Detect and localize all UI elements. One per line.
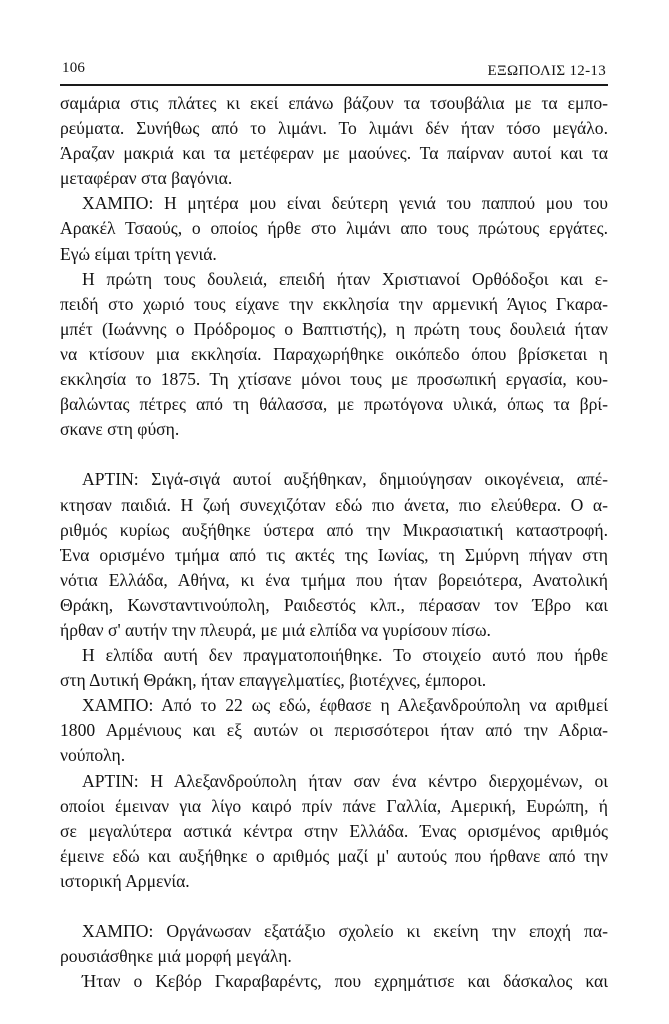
paragraph — [60, 643, 608, 693]
text-line: ΧΑΜΠΟ: Οργάνωσαν εξατάξιο σχολείο κι εκείνη την εποχή πα- — [82, 921, 608, 942]
paragraph — [60, 191, 608, 266]
text-line: ριθμός κυρίως αυξήθηκε ύστερα από την Μικρασιατική καταστροφή. — [60, 519, 608, 540]
header-rule — [60, 84, 608, 86]
body-text — [60, 91, 608, 994]
text-line: βαλώντας πέτρες από τη θάλασσα, με πρωτόγονα υλικά, όπως τα βρί- — [60, 394, 608, 415]
paragraph — [60, 467, 608, 643]
running-title: ΕΞΩΠΟΛΙΣ 12-13 — [487, 63, 606, 79]
text-line: Θράκη, Κωνσταντινούπολη, Ραιδεστός κλπ., πέρασαν τον Έβρο και — [60, 594, 608, 615]
text-line: ρεύματα. Συνήθως από το λιμάνι. Το λιμάνι δέν ήταν τόσο μεγάλο. — [60, 118, 608, 139]
text-line: πειδή στο χωριό τους είχανε την εκκλησία την αρμενική Άγιος Γκαρα- — [60, 293, 608, 314]
text-line: Ένα ορισμένο τμήμα από τις ακτές της Ιωνίας, τη Σμύρνη πήγαν στη — [60, 544, 608, 565]
text-line: ιστορική Αρμενία. — [60, 870, 190, 891]
text-line: οποίοι έμειναν για λίγο καιρό πρίν πάνε Γαλλία, Αμερική, Ευρώπη, ή — [60, 795, 608, 816]
paragraph-gap — [60, 894, 608, 919]
paragraph — [60, 919, 608, 969]
text-line: στη Δυτική Θράκη, ήταν επαγγελματίες, βιοτέχνες, έμποροι. — [60, 670, 487, 691]
text-line: 1800 Αρμένιους και εξ αυτών οι περισσότεροι ήταν από την Αδρια- — [60, 720, 608, 741]
text-line: Η πρώτη τους δουλειά, επειδή ήταν Χριστιανοί Ορθόδοξοι και ε- — [82, 268, 608, 289]
text-line: σκανε στη φύση. — [60, 419, 180, 440]
text-line: Άραζαν μακριά και τα μετέφεραν με μαούνες. Τα παίρναν αυτοί και τα — [60, 143, 608, 164]
text-line: νότια Ελλάδα, Αθήνα, κι ένα τμήμα που ήταν βορειότερα, Ανατολική — [60, 569, 608, 590]
text-line: ΑΡΤΙΝ: Σιγά-σιγά αυτοί αυξήθηκαν, δημιούγησαν οικογένεια, απέ- — [82, 469, 608, 490]
paragraph — [60, 969, 608, 994]
paragraph-gap — [60, 442, 608, 467]
paragraph — [60, 267, 608, 443]
text-line: μπέτ (Ιωάννης ο Πρόδρομος ο Βαπτιστής), η πρώτη τους δουλειά ήταν — [60, 318, 608, 339]
text-line: σαμάρια στις πλάτες κι εκεί επάνω βάζουν τα τσουβάλια με τα εμπο- — [60, 93, 608, 113]
text-line: εκκλησία το 1875. Τη χτίσανε μόνοι τους με προσωπική εργασία, κου- — [60, 369, 608, 390]
text-line: μεταφέραν στα βαγόνια. — [60, 168, 233, 189]
paragraph — [60, 769, 608, 894]
text-line: Εγώ είμαι τρίτη γενιά. — [60, 243, 217, 264]
text-line: Ήταν ο Κεβόρ Γκαραβαρέντς, που εχρημάτισε και δάσκαλος και — [82, 971, 608, 992]
page-header — [60, 60, 608, 84]
page-number: 106 — [62, 60, 86, 76]
text-line: κτησαν παιδιά. Η ζωή συνεχιζόταν εδώ πιο άνετα, πιο ελεύθερα. Ο α- — [60, 494, 608, 515]
text-line: έμεινε εδώ και αυξήθηκε ο αριθμός μαζί μ' αυτούς που ήρθανε από την — [60, 845, 608, 866]
text-line: νούπολη. — [60, 745, 126, 766]
text-line: ΑΡΤΙΝ: Η Αλεξανδρούπολη ήταν σαν ένα κέντρο διερχομένων, οι — [82, 770, 608, 791]
text-line: να κτίσουν μια εκκλησία. Παραχωρήθηκε οικόπεδο όπου βρίσκεται η — [60, 343, 608, 364]
text-line: ΧΑΜΠΟ: Η μητέρα μου είναι δεύτερη γενιά του παππού μου του — [82, 193, 608, 214]
paragraph — [60, 693, 608, 768]
text-line: ήρθαν σ' αυτήν την πλευρά, με μιά ελπίδα να γυρίσουν πίσω. — [60, 619, 491, 640]
text-line: ρουσιάσθηκε μιά μορφή μεγάλη. — [60, 946, 292, 967]
text-line: ΧΑΜΠΟ: Από το 22 ως εδώ, έφθασε η Αλεξανδρούπολη να αριθμεί — [82, 695, 608, 716]
paragraph — [60, 91, 608, 191]
text-line: Η ελπίδα αυτή δεν πραγματοποιήθηκε. Το στοιχείο αυτό που ήρθε — [82, 645, 608, 666]
text-line: Αρακέλ Τσαούς, ο οποίος ήρθε στο λιμάνι απο τους πρώτους εργάτες. — [60, 218, 608, 239]
text-line: σε μεγαλύτερα αστικά κέντρα στην Ελλάδα. Ένας ορισμένος αριθμός — [60, 820, 608, 841]
